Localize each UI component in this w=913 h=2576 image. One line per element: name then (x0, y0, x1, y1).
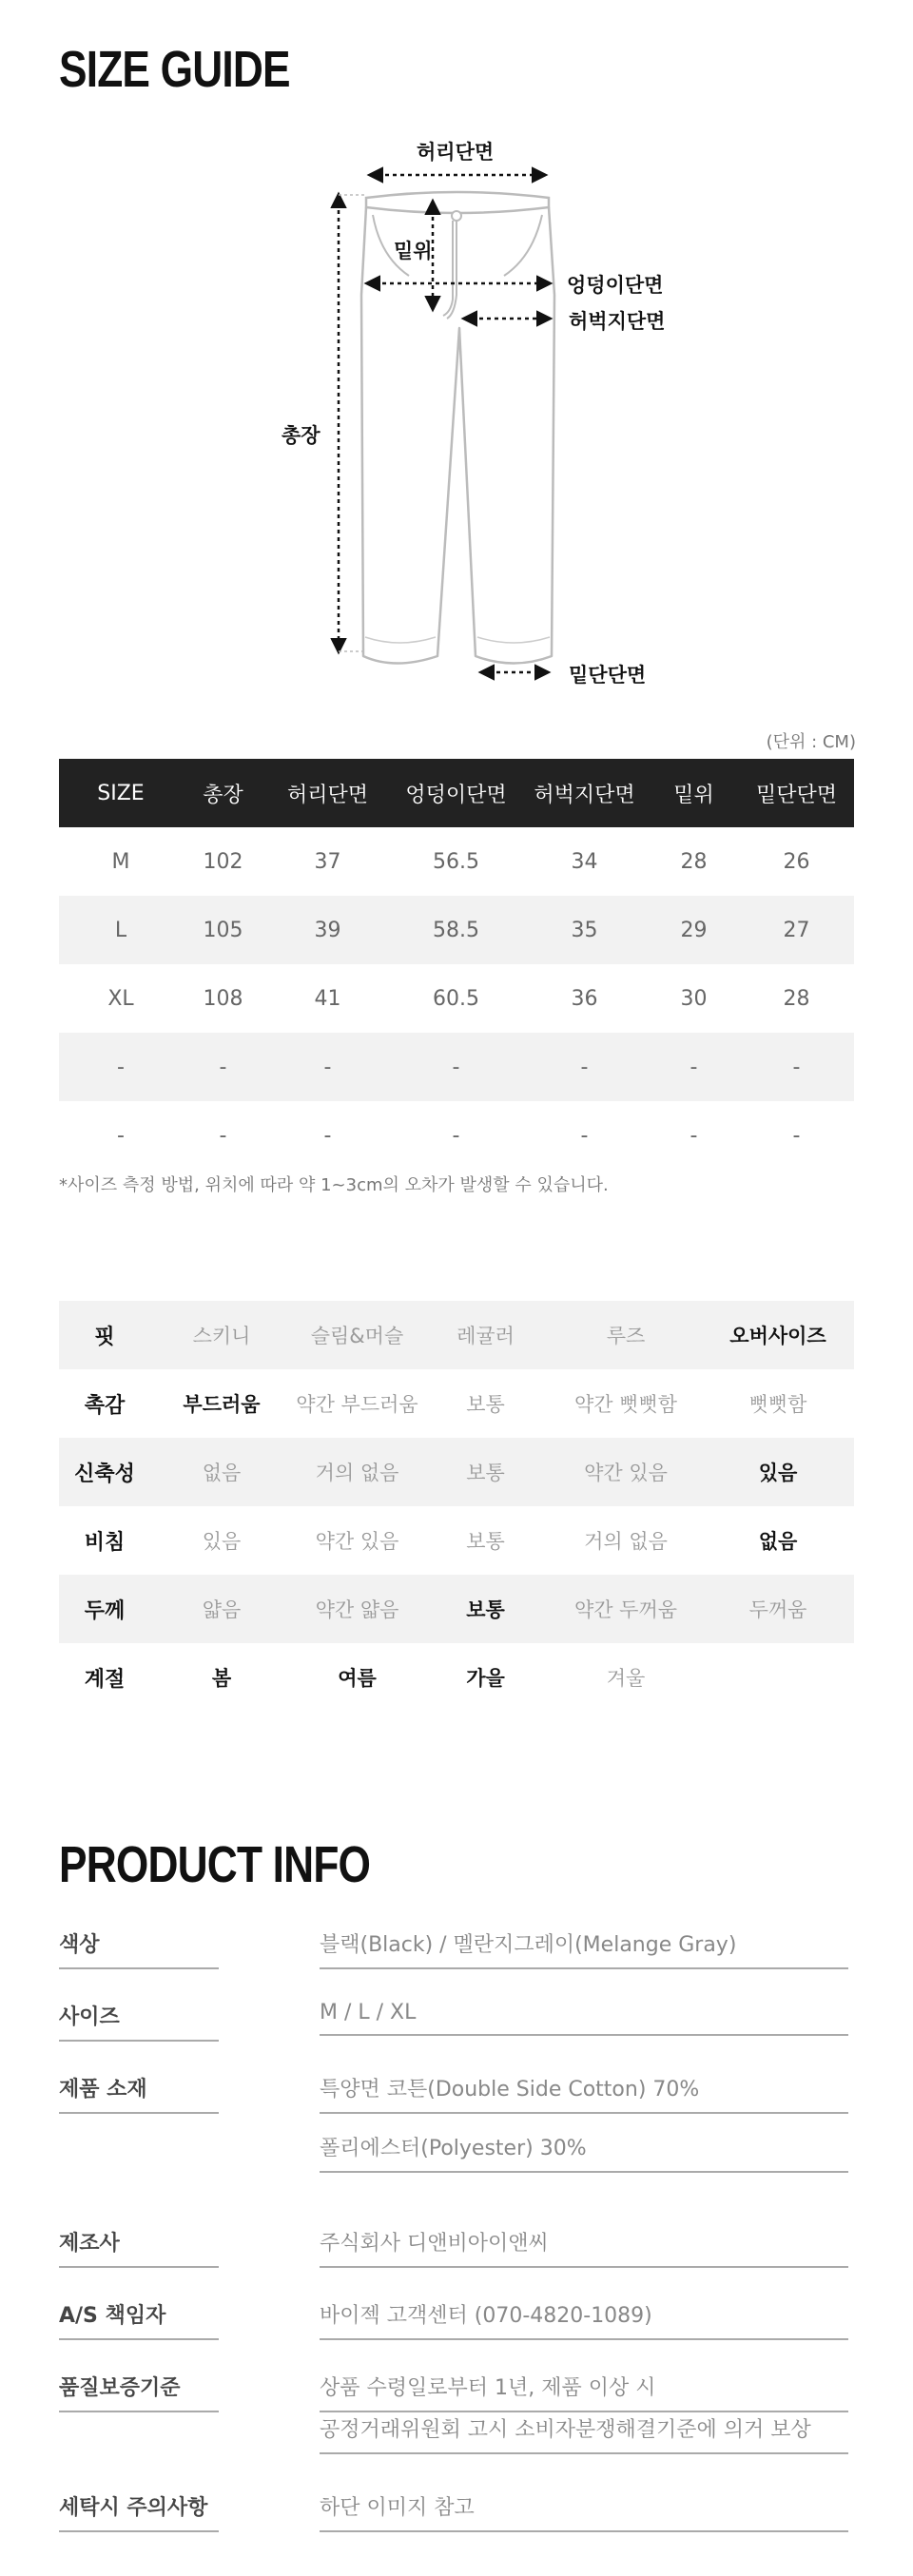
table-cell: 108 (203, 986, 243, 1011)
feature-label: 신축성 (59, 1438, 150, 1506)
diagram-label-hem: 밑단단면 (569, 664, 647, 687)
table-cell: - (117, 1123, 125, 1148)
feature-option: 여름 (338, 1667, 377, 1690)
info-value: 상품 수령일로부터 1년, 제품 이상 시 (320, 2372, 848, 2412)
size-guide-title: SIZE GUIDE (59, 41, 290, 98)
table-row (59, 1101, 854, 1170)
header-cell: SIZE (59, 759, 183, 827)
table-cell: 27 (739, 896, 854, 964)
table-cell: 35 (520, 896, 649, 964)
feature-option: 약간 있음 (550, 1438, 702, 1506)
info-value: 바이젝 고객센터 (070-4820-1089) (320, 2299, 848, 2340)
table-cell: 102 (203, 849, 243, 874)
feature-option: 스키니 (150, 1301, 293, 1369)
feature-option: 오버사이즈 (702, 1301, 854, 1369)
feature-table (59, 1301, 854, 1712)
diagram-label-rise: 밑위 (394, 240, 433, 262)
header-cell: 총장 (183, 759, 263, 827)
diagram-label-thigh: 허벅지단면 (569, 310, 666, 333)
info-value: 폴리에스터(Polyester) 30% (320, 2132, 848, 2173)
info-value: 하단 이미지 참고 (320, 2491, 848, 2532)
table-cell: - (392, 1033, 520, 1101)
feature-option: 부드러움 (183, 1393, 261, 1416)
feature-option: 루즈 (550, 1301, 702, 1369)
table-cell: - (59, 1033, 183, 1101)
feature-option: 두꺼움 (702, 1575, 854, 1643)
feature-option: 약간 얇음 (293, 1575, 421, 1643)
feature-option: 보통 (466, 1393, 505, 1416)
info-label: 품질보증기준 (59, 2372, 219, 2412)
table-cell: - (580, 1123, 589, 1148)
table-cell: 56.5 (433, 849, 479, 874)
feature-option: 있음 (202, 1530, 242, 1553)
table-cell: - (649, 1033, 739, 1101)
table-cell: - (690, 1123, 698, 1148)
info-label: 제품 소재 (59, 2073, 219, 2114)
table-cell: 39 (263, 896, 392, 964)
table-cell: XL (107, 986, 134, 1011)
size-measurement-note: *사이즈 측정 방법, 위치에 따라 약 1~3cm의 오차가 발생할 수 있습니다. (59, 1175, 609, 1195)
feature-option: 보통 (421, 1438, 550, 1506)
pants-measurement-diagram (0, 124, 913, 694)
size-table (59, 759, 854, 1170)
table-cell: - (323, 1123, 332, 1148)
header-cell: 밑위 (649, 759, 739, 827)
table-row (59, 964, 854, 1033)
info-label: 제조사 (59, 2227, 219, 2268)
table-cell: 26 (783, 849, 810, 874)
diagram-label-waist: 허리단면 (417, 141, 495, 164)
info-label: 색상 (59, 1928, 219, 1969)
feature-option: 거의 없음 (584, 1530, 668, 1553)
table-row (59, 1033, 854, 1101)
header-cell: 허벅지단면 (520, 759, 649, 827)
feature-option: 보통 (421, 1575, 550, 1643)
feature-option: 약간 부드러움 (296, 1393, 418, 1416)
feature-row (59, 1643, 854, 1712)
table-cell: 36 (571, 986, 598, 1011)
table-cell: 37 (314, 849, 341, 874)
table-cell: 28 (680, 849, 708, 874)
feature-option: 뻣뻣함 (748, 1393, 807, 1416)
header-cell: 허리단면 (263, 759, 392, 827)
feature-option: 없음 (150, 1438, 293, 1506)
feature-option: 있음 (702, 1438, 854, 1506)
product-info-title: PRODUCT INFO (59, 1836, 371, 1893)
info-value: 공정거래위원회 고시 소비자분쟁해결기준에 의거 보상 (320, 2413, 848, 2454)
feature-option: 슬림&머슬 (293, 1301, 421, 1369)
diagram-label-length: 총장 (282, 424, 321, 447)
table-cell: 41 (314, 986, 341, 1011)
feature-option: 겨울 (606, 1667, 646, 1690)
feature-label: 촉감 (84, 1393, 126, 1418)
table-cell: 30 (680, 986, 708, 1011)
feature-option: 없음 (758, 1530, 798, 1553)
feature-option: 레귤러 (421, 1301, 550, 1369)
table-cell: 58.5 (392, 896, 520, 964)
table-cell: 29 (649, 896, 739, 964)
feature-option: 거의 없음 (293, 1438, 421, 1506)
size-table-header (59, 759, 854, 827)
feature-label: 계절 (84, 1667, 126, 1692)
table-cell: 28 (783, 986, 810, 1011)
diagram-label-hip: 엉덩이단면 (567, 274, 664, 297)
feature-row (59, 1301, 854, 1369)
table-cell: - (263, 1033, 392, 1101)
table-cell: - (183, 1033, 263, 1101)
table-cell: - (219, 1123, 227, 1148)
table-cell: M (111, 849, 130, 874)
info-label: 세탁시 주의사항 (59, 2491, 219, 2532)
table-cell: - (792, 1123, 801, 1148)
unit-note: (단위 : CM) (766, 732, 856, 752)
table-row (59, 827, 854, 896)
table-cell: - (520, 1033, 649, 1101)
info-label: A/S 책임자 (59, 2299, 219, 2340)
table-cell: - (739, 1033, 854, 1101)
feature-option: 봄 (211, 1667, 232, 1690)
feature-option: 약간 있음 (315, 1530, 399, 1553)
header-cell: 밑단단면 (739, 759, 854, 827)
table-row (59, 896, 854, 964)
feature-label: 핏 (59, 1301, 150, 1369)
feature-label: 두께 (59, 1575, 150, 1643)
feature-row (59, 1438, 854, 1506)
feature-label: 비침 (84, 1530, 126, 1555)
table-cell: 34 (571, 849, 598, 874)
header-cell: 엉덩이단면 (392, 759, 520, 827)
feature-option: 얇음 (150, 1575, 293, 1643)
feature-row (59, 1575, 854, 1643)
feature-row (59, 1506, 854, 1575)
feature-option: 가을 (466, 1667, 505, 1690)
info-value: 주식회사 디앤비아이앤씨 (320, 2227, 848, 2268)
info-label: 사이즈 (59, 2001, 219, 2042)
table-cell: 60.5 (433, 986, 479, 1011)
table-cell: 105 (183, 896, 263, 964)
info-value: 블랙(Black) / 멜란지그레이(Melange Gray) (320, 1928, 848, 1969)
feature-option (702, 1643, 854, 1712)
info-value: 특양면 코튼(Double Side Cotton) 70% (320, 2073, 848, 2114)
info-value: M / L / XL (320, 2001, 848, 2036)
feature-option: 보통 (466, 1530, 505, 1553)
feature-option: 약간 뻣뻣함 (573, 1393, 678, 1416)
pants-outline-icon (0, 124, 913, 694)
feature-option: 약간 두꺼움 (550, 1575, 702, 1643)
table-cell: L (59, 896, 183, 964)
feature-row (59, 1369, 854, 1438)
table-cell: - (452, 1123, 460, 1148)
